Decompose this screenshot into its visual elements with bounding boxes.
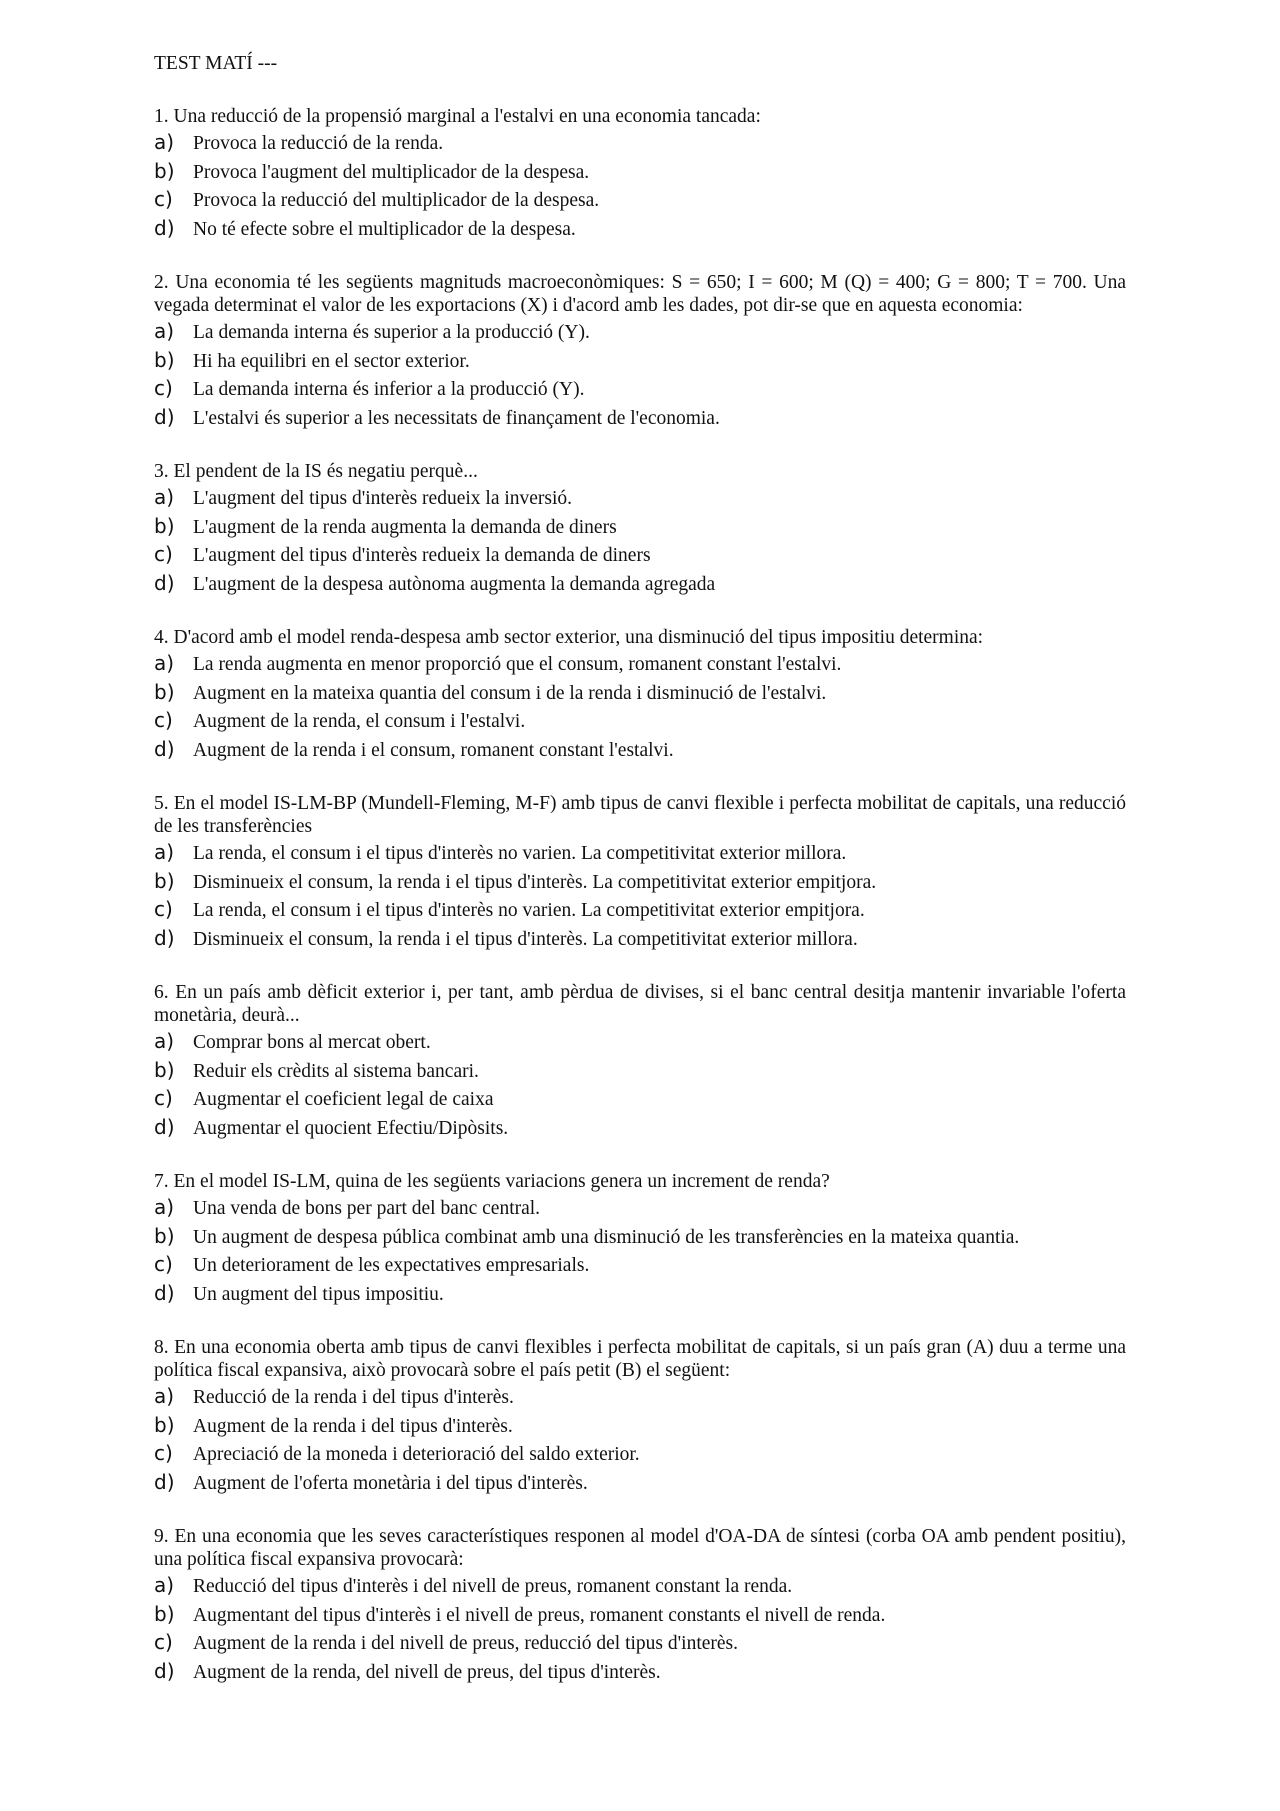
option-letter: c) <box>154 1441 173 1465</box>
option-letter: b) <box>154 1412 175 1437</box>
answer-option-8-a <box>154 1382 1126 1411</box>
option-text: Augment de la renda i del tipus d'interès. <box>193 1415 513 1437</box>
answer-option-3-b <box>154 512 1126 541</box>
option-text: Augment en la mateixa quantia del consum i de la renda i disminució de l'estalvi. <box>193 682 827 704</box>
question-list <box>154 105 1126 1685</box>
answer-option-8-b <box>154 1411 1126 1440</box>
option-text: Augment de la renda, el consum i l'estalvi. <box>193 711 526 732</box>
option-text: La renda augmenta en menor proporció que el consum, romanent constant l'estalvi. <box>193 654 842 675</box>
question-8 <box>154 1336 1126 1496</box>
option-text: Una venda de bons per part del banc central. <box>193 1198 541 1219</box>
question-stem: 1. Una reducció de la propensió marginal a l'estalvi en una economia tancada: <box>154 106 761 127</box>
option-text: La demanda interna és inferior a la producció (Y). <box>193 379 585 400</box>
option-letter: a) <box>154 651 175 675</box>
option-text: Augmentar el coeficient legal de caixa <box>193 1089 494 1110</box>
option-text: La renda, el consum i el tipus d'interès no varien. La competitivitat exterior empitjora. <box>193 900 865 921</box>
answer-option-9-c <box>154 1628 1126 1657</box>
question-stem: 5. En el model IS-LM-BP (Mundell-Fleming, M-F) amb tipus de canvi flexible i perfecta mobilitat de capitals, una reducció de les transferències <box>154 793 1126 837</box>
answer-option-1-b <box>154 157 1126 186</box>
option-letter: a) <box>154 319 175 343</box>
question-stem: 7. En el model IS-LM, quina de les següents variacions genera un increment de renda? <box>154 1171 830 1192</box>
answer-option-7-a <box>154 1193 1126 1222</box>
question-1 <box>154 105 1126 242</box>
question-stem: 3. El pendent de la IS és negatiu perquè... <box>154 461 478 482</box>
question-6 <box>154 981 1126 1141</box>
option-letter: b) <box>154 347 175 372</box>
option-letter: b) <box>154 158 175 183</box>
option-letter: d) <box>154 1114 175 1139</box>
option-letter: c) <box>154 1252 173 1276</box>
answer-option-9-a <box>154 1571 1126 1600</box>
page-title: TEST MATÍ --- <box>154 53 278 74</box>
option-list <box>154 1193 1126 1307</box>
option-text: Hi ha equilibri en el sector exterior. <box>193 350 470 372</box>
question-stem: 6. En un país amb dèficit exterior i, per tant, amb pèrdua de divises, si el banc central desitja mantenir invariable l'oferta monetària, deurà... <box>154 982 1126 1026</box>
option-text: Augment de l'oferta monetària i del tipus d'interès. <box>193 1472 588 1494</box>
option-list <box>154 483 1126 597</box>
answer-option-7-c <box>154 1250 1126 1279</box>
question-stem: 4. D'acord amb el model renda-despesa amb sector exterior, una disminució del tipus impositiu determina: <box>154 627 984 648</box>
option-letter: d) <box>154 1280 175 1305</box>
answer-option-9-b <box>154 1600 1126 1629</box>
question-stem: 9. En una economia que les seves característiques responen al model d'OA-DA de síntesi (corba OA amb pendent positiu), una política fiscal expansiva provocarà: <box>154 1526 1126 1570</box>
answer-option-3-c <box>154 540 1126 569</box>
question-4 <box>154 626 1126 763</box>
answer-option-6-d <box>154 1113 1126 1142</box>
option-letter: b) <box>154 1223 175 1248</box>
option-letter: d) <box>154 1469 175 1494</box>
answer-option-5-c <box>154 895 1126 924</box>
option-letter: b) <box>154 513 175 538</box>
option-text: Apreciació de la moneda i deterioració del saldo exterior. <box>193 1444 640 1465</box>
question-3 <box>154 460 1126 597</box>
answer-option-5-b <box>154 867 1126 896</box>
option-text: Augment de la renda, del nivell de preus, del tipus d'interès. <box>193 1661 661 1683</box>
option-letter: b) <box>154 868 175 893</box>
answer-option-6-a <box>154 1027 1126 1056</box>
option-letter: b) <box>154 679 175 704</box>
option-letter: a) <box>154 485 175 509</box>
option-letter: a) <box>154 840 175 864</box>
option-text: Augmentant del tipus d'interès i el nivell de preus, romanent constants el nivell de renda. <box>193 1604 886 1626</box>
answer-option-2-d <box>154 403 1126 432</box>
option-list <box>154 1027 1126 1141</box>
answer-option-5-d <box>154 924 1126 953</box>
answer-option-9-d <box>154 1657 1126 1686</box>
option-text: No té efecte sobre el multiplicador de la despesa. <box>193 218 576 240</box>
answer-option-6-c <box>154 1084 1126 1113</box>
answer-option-7-d <box>154 1279 1126 1308</box>
option-letter: d) <box>154 570 175 595</box>
option-list <box>154 838 1126 952</box>
option-text: Augment de la renda i el consum, romanent constant l'estalvi. <box>193 739 674 761</box>
option-letter: c) <box>154 1630 173 1654</box>
option-letter: c) <box>154 542 173 566</box>
option-letter: d) <box>154 925 175 950</box>
option-text: Provoca la reducció de la renda. <box>193 133 444 154</box>
option-letter: a) <box>154 1029 175 1053</box>
option-text: Un augment de despesa pública combinat amb una disminució de les transferències en la mateixa quantia. <box>193 1226 1020 1248</box>
question-5 <box>154 792 1126 952</box>
answer-option-4-d <box>154 735 1126 764</box>
answer-option-6-b <box>154 1056 1126 1085</box>
option-text: L'augment del tipus d'interès redueix la demanda de diners <box>193 545 651 566</box>
option-text: La demanda interna és superior a la producció (Y). <box>193 322 590 343</box>
answer-option-7-b <box>154 1222 1126 1251</box>
option-text: Provoca l'augment del multiplicador de la despesa. <box>193 161 590 183</box>
option-text: Disminueix el consum, la renda i el tipus d'interès. La competitivitat exterior empitjora. <box>193 871 877 893</box>
option-list <box>154 128 1126 242</box>
option-letter: d) <box>154 404 175 429</box>
option-text: L'augment del tipus d'interès redueix la inversió. <box>193 488 573 509</box>
option-letter: c) <box>154 1086 173 1110</box>
option-letter: a) <box>154 1195 175 1219</box>
option-letter: a) <box>154 1384 175 1408</box>
answer-option-2-c <box>154 374 1126 403</box>
option-text: Augment de la renda i del nivell de preus, reducció del tipus d'interès. <box>193 1633 739 1654</box>
option-text: L'augment de la despesa autònoma augmenta la demanda agregada <box>193 573 716 595</box>
option-letter: b) <box>154 1601 175 1626</box>
option-list <box>154 317 1126 431</box>
option-letter: d) <box>154 736 175 761</box>
option-list <box>154 1382 1126 1496</box>
option-text: L'estalvi és superior a les necessitats de finançament de l'economia. <box>193 407 720 429</box>
option-letter: a) <box>154 1573 175 1597</box>
answer-option-1-d <box>154 214 1126 243</box>
answer-option-5-a <box>154 838 1126 867</box>
option-text: Reducció de la renda i del tipus d'interès. <box>193 1387 514 1408</box>
option-letter: c) <box>154 708 173 732</box>
option-text: Augmentar el quocient Efectiu/Dipòsits. <box>193 1117 509 1139</box>
answer-option-1-a <box>154 128 1126 157</box>
option-letter: b) <box>154 1057 175 1082</box>
option-text: Un deteriorament de les expectatives empresarials. <box>193 1255 590 1276</box>
answer-option-1-c <box>154 185 1126 214</box>
option-letter: c) <box>154 187 173 211</box>
answer-option-8-d <box>154 1468 1126 1497</box>
option-list <box>154 649 1126 763</box>
option-letter: c) <box>154 376 173 400</box>
answer-option-8-c <box>154 1439 1126 1468</box>
option-text: Un augment del tipus impositiu. <box>193 1283 444 1305</box>
question-2 <box>154 271 1126 431</box>
option-text: Provoca la reducció del multiplicador de la despesa. <box>193 190 600 211</box>
answer-option-3-a <box>154 483 1126 512</box>
question-7 <box>154 1170 1126 1307</box>
question-stem: 8. En una economia oberta amb tipus de canvi flexibles i perfecta mobilitat de capitals, si un país gran (A) duu a terme una política fiscal expansiva, això provocarà sobre el país petit (B) el següent: <box>154 1337 1126 1381</box>
option-letter: d) <box>154 1658 175 1683</box>
option-text: Reducció del tipus d'interès i del nivell de preus, romanent constant la renda. <box>193 1576 793 1597</box>
answer-option-2-a <box>154 317 1126 346</box>
option-letter: d) <box>154 215 175 240</box>
option-letter: c) <box>154 897 173 921</box>
option-list <box>154 1571 1126 1685</box>
option-text: Reduir els crèdits al sistema bancari. <box>193 1060 479 1082</box>
option-text: L'augment de la renda augmenta la demanda de diners <box>193 516 617 538</box>
option-text: La renda, el consum i el tipus d'interès no varien. La competitivitat exterior millora. <box>193 843 847 864</box>
answer-option-3-d <box>154 569 1126 598</box>
answer-option-4-c <box>154 706 1126 735</box>
option-letter: a) <box>154 130 175 154</box>
question-9 <box>154 1525 1126 1685</box>
answer-option-4-a <box>154 649 1126 678</box>
answer-option-2-b <box>154 346 1126 375</box>
answer-option-4-b <box>154 678 1126 707</box>
question-stem: 2. Una economia té les següents magnituds macroeconòmiques: S = 650; I = 600; M (Q) = 400; G = 800; T = 700. Una vegada determinat el valor de les exportacions (X) i d'acord amb les dades, pot dir-se que en aquesta economia: <box>154 272 1126 316</box>
option-text: Comprar bons al mercat obert. <box>193 1032 431 1053</box>
option-text: Disminueix el consum, la renda i el tipus d'interès. La competitivitat exterior millora. <box>193 928 858 950</box>
